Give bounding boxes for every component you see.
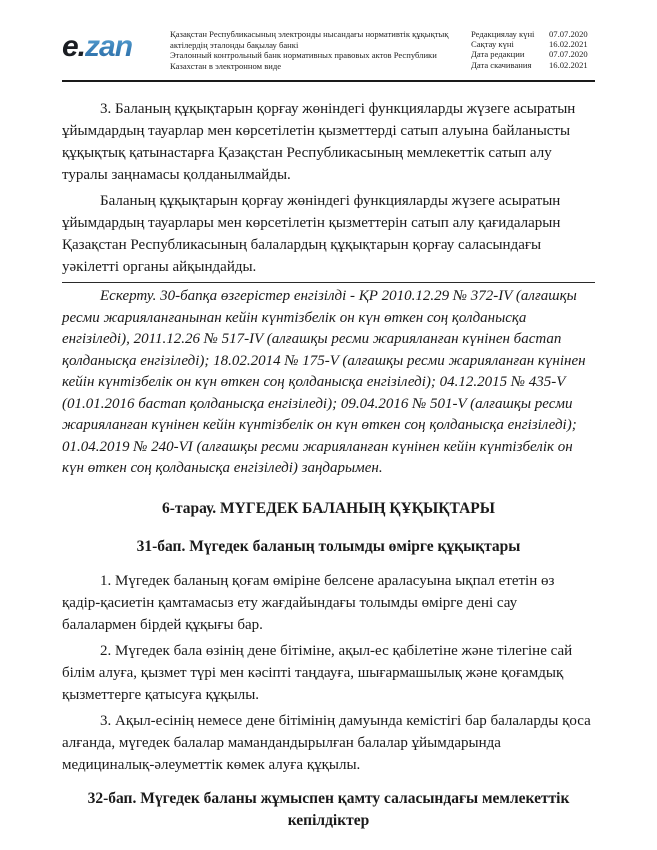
bank-title-ru: Эталонный контрольный банк нормативных правовых актов Республики Казахстан в электронном виде (170, 50, 437, 71)
date-value: 16.02.2021 (549, 39, 588, 50)
article-31-point-2: 2. Мүгедек бала өзінің дене бітіміне, ақыл-ес қабілетіне және тілегіне сай білім алуға, қызмет түрі мен кәсіпті таңдауға, шығармашылық және қоғамдық қызметтерге қатысуға құқылы. (62, 642, 573, 703)
date-label: Редакциялау күні (471, 29, 535, 39)
amendments-note: Ескерту. 30-бапқа өзгерістер енгізілді - ҚР 2010.12.29 № 372-IV (алғашқы ресми жарияланғанынан кейін күнтізбелік он күн өткен соң қолданысқа енгізіледі), 2011.12.26 № 517-IV (алғашқы ресми жарияланған күнінен бастап қолданысқа енгізіледі); 18.02.2014 № 175-V (алғашқы ресми жарияланған күнінен кейін күнтізбелік он күн өткен соң қолданысқа енгізіледі); 04.12.2015 № 435-V (01.01.2016 бастап қолданысқа енгізіледі); 09.04.2016 № 501-V (алғашқы ресми жарияланған күнінен кейін күнтізбелік он күн өткен соң қолданысқа енгізіледі); 01.04.2019 № 240-VI (алғашқы ресми жарияланған күнінен кейін күнтізбелік он күн өткен соң қолданысқа енгізіледі) заңдарымен. (62, 288, 586, 477)
date-label: Дата скачивания (471, 59, 532, 70)
date-row-edit-ru (471, 49, 595, 59)
logo-prefix: e. (62, 30, 86, 63)
date-value: 16.02.2021 (549, 59, 588, 70)
dates-table (471, 26, 595, 70)
document-body (62, 82, 595, 832)
date-row-download-ru (471, 60, 595, 70)
date-row-edit-kk (471, 29, 595, 39)
date-value: 07.07.2020 (549, 49, 588, 60)
article-31-point-3: 3. Ақыл-есінің немесе дене бітімінің дамуында кемістігі бар балаларды қоса алғанда, мүгедек балалар мамандандырылған балалар ұйымдарында медициналық-әлеуметтік көмек алуға құқылы. (62, 712, 591, 773)
date-row-save-kk (471, 39, 595, 49)
article-31-heading: 31-бап. Мүгедек баланың толымды өмірге құқықтары (136, 537, 521, 555)
article-31-point-1: 1. Мүгедек баланың қоғам өміріне белсене араласуына ықпал ететін өз қадір-қасиетін қамтамасыз ету жағдайындағы толымды өмірге дені сау балалармен бірдей құқығы бар. (62, 572, 555, 633)
ezan-logo (62, 26, 168, 62)
paragraph-procurement: 3. Баланың құқықтарын қорғау жөніндегі функцияларды жүзеге асыратын ұйымдардың тауарлар мен көрсетілетін қызметтерді сатып алуына байланысты құқықтық қатынастарға Қазақстан Республикасының мемлекеттік сатып алу туралы заңнамасы қолданылмайды. (62, 101, 576, 184)
note-divider (62, 282, 595, 283)
bank-title-kk: Қазақстан Республикасының электронды нысандағы нормативтік құқықтық актілердің эталонды бақылау банкі (170, 29, 449, 50)
chapter-6-heading: 6-тарау. МҮГЕДЕК БАЛАНЫҢ ҚҰҚЫҚТАРЫ (162, 499, 495, 517)
paragraph-rules: Баланың құқықтарын қорғау жөніндегі функцияларды жүзеге асыратын ұйымдардың тауарлары мен көрсетілетін қызметтерін сатып алу қағидаларын Қазақстан Республикасының балалардың құқықтарын қорғау саласындағы уәкілетті органы айқындайды. (62, 193, 561, 276)
article-32-heading: 32-бап. Мүгедек баланы жұмыспен қамту саласындағы мемлекеттік кепілдіктер (87, 789, 570, 829)
bank-title (168, 26, 471, 71)
logo-suffix: zan (85, 30, 133, 63)
date-value: 07.07.2020 (549, 29, 588, 39)
date-label: Сақтау күні (471, 39, 514, 50)
header (62, 26, 595, 71)
date-label: Дата редакции (471, 49, 525, 60)
